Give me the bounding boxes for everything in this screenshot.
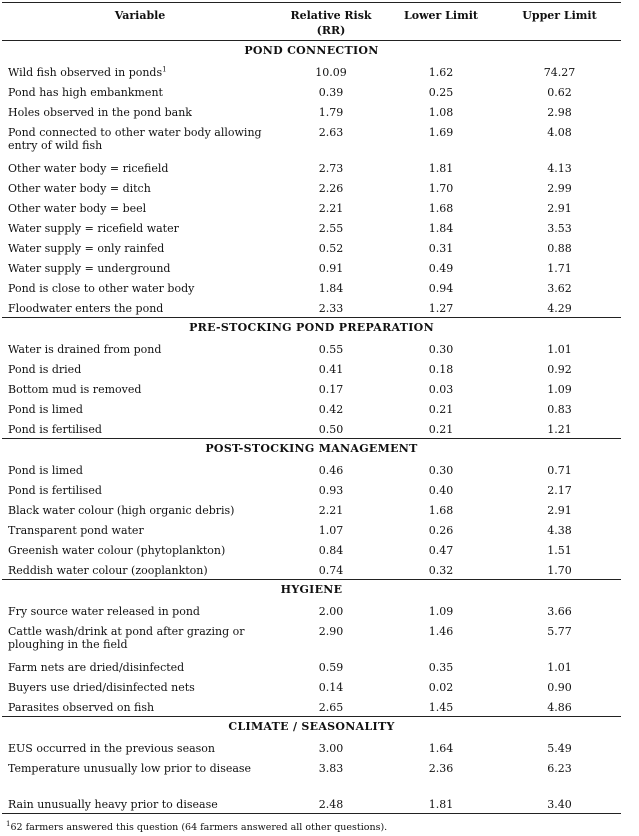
variable-label: Water is drained from pond [8,342,162,356]
upper-limit-cell: 0.92 [547,362,572,376]
variable-label: Black water colour (high organic debris) [8,503,235,517]
variable-label: Bottom mud is removed [8,382,142,396]
variable-label: Holes observed in the pond bank [8,105,192,119]
lower-limit-cell: 0.49 [428,261,454,275]
variable-label: Transparent pond water [8,523,144,537]
variable-label: Pond is fertilised [8,422,102,436]
relative-risk-cell: 0.55 [318,342,344,356]
relative-risk-cell: 2.90 [318,624,344,638]
header-rr-line1: Relative Risk [290,9,372,22]
relative-risk-cell: 2.21 [318,503,344,517]
section-title: HYGIENE [2,580,621,601]
table-row [2,500,621,520]
lower-limit-cell: 0.40 [428,483,454,497]
relative-risk-cell: 0.14 [318,680,344,694]
relative-risk-cell: 2.21 [318,201,344,215]
table-row [2,540,621,560]
variable-cell [2,122,278,158]
relative-risk-cell: 0.52 [318,241,344,255]
variable-label: Temperature unusually low prior to disease [8,761,252,775]
lower-limit-cell: 0.21 [428,402,454,416]
relative-risk-cell: 2.73 [318,161,344,175]
variable-label: Reddish water colour (zooplankton) [8,563,208,577]
upper-limit-cell: 1.21 [547,422,572,436]
table-row [2,460,621,480]
variable-label: Parasites observed on fish [8,700,155,714]
section-header-row [2,580,621,601]
variable-cell [2,794,278,814]
header-rr-line2: (RR) [316,24,346,37]
relative-risk-cell: 2.00 [318,604,344,618]
variable-label: EUS occurred in the previous season [8,741,215,755]
variable-cell [2,560,278,580]
variable-label: Wild fish observed in ponds [8,65,163,79]
variable-label: Floodwater enters the pond [8,301,164,315]
table-row [2,122,621,158]
table-body [2,41,621,814]
relative-risk-cell: 0.41 [318,362,344,376]
lower-limit-cell: 1.84 [428,221,454,235]
lower-limit-cell: 0.47 [428,543,454,557]
upper-limit-cell: 6.23 [547,761,572,775]
upper-limit-cell: 3.40 [498,794,621,814]
lower-limit-cell: 0.32 [428,563,454,577]
upper-limit-cell: 1.01 [547,342,572,356]
variable-label: Cattle wash/drink at pond after grazing or ploughing in the field [8,624,245,651]
variable-cell [2,339,278,359]
table-row [2,601,621,621]
variable-cell [2,298,278,318]
upper-limit-cell: 1.70 [547,563,572,577]
relative-risk-cell: 2.33 [318,301,344,315]
relative-risk-cell: 2.65 [318,700,344,714]
lower-limit-cell: 0.18 [428,362,454,376]
variable-label: Fry source water released in pond [8,604,200,618]
section-header-row [2,318,621,339]
variable-cell [2,621,278,657]
table-row [2,560,621,580]
variable-label: Pond is fertilised [8,483,102,497]
header-relative-risk [278,3,384,41]
table-row [2,238,621,258]
variable-cell [2,158,278,178]
relative-risk-cell: 0.91 [318,261,344,275]
variable-label: Greenish water colour (phytoplankton) [8,543,226,557]
table-row [2,258,621,278]
lower-limit-cell: 1.64 [428,741,454,755]
upper-limit-cell: 2.99 [547,181,572,195]
upper-limit-cell: 2.91 [547,201,572,215]
relative-risk-cell: 0.39 [318,85,344,99]
lower-limit-cell: 0.21 [428,422,454,436]
table-row [2,82,621,102]
footnote-marker: 1 [6,819,11,828]
section-header-row [2,717,621,738]
variable-cell [2,460,278,480]
lower-limit-cell: 1.62 [428,65,454,79]
lower-limit-cell: 0.26 [428,523,454,537]
relative-risk-cell: 2.63 [318,125,344,139]
upper-limit-cell: 5.77 [547,624,572,638]
variable-cell [2,697,278,717]
upper-limit-cell: 4.08 [547,125,572,139]
variable-cell [2,379,278,399]
table-row [2,339,621,359]
section-title: PRE-STOCKING POND PREPARATION [2,318,621,339]
relative-risk-cell: 0.59 [318,660,344,674]
lower-limit-cell: 1.81 [384,794,498,814]
lower-limit-cell: 0.30 [428,342,454,356]
table-row [2,480,621,500]
table-row [2,758,621,794]
lower-limit-cell: 1.46 [428,624,454,638]
relative-risk-table [2,2,621,814]
lower-limit-cell: 0.31 [428,241,454,255]
relative-risk-cell: 2.55 [318,221,344,235]
relative-risk-cell: 1.79 [318,105,344,119]
variable-label: Other water body = beel [8,201,147,215]
upper-limit-cell: 3.53 [547,221,572,235]
variable-label: Water supply = only rainfed [8,241,165,255]
upper-limit-cell: 0.71 [547,463,572,477]
section-title: POST-STOCKING MANAGEMENT [2,439,621,460]
table-row [2,621,621,657]
relative-risk-cell: 1.84 [318,281,344,295]
variable-label: Buyers use dried/disinfected nets [8,680,195,694]
upper-limit-cell: 2.98 [547,105,572,119]
table-row [2,677,621,697]
header-upper-limit: Upper Limit [498,3,621,41]
table-row [2,738,621,758]
header-lower-limit: Lower Limit [384,3,498,41]
variable-cell [2,758,278,794]
variable-cell [2,500,278,520]
relative-risk-cell: 0.50 [318,422,344,436]
lower-limit-cell: 1.08 [428,105,454,119]
variable-cell [2,657,278,677]
variable-label: Pond is close to other water body [8,281,195,295]
lower-limit-cell: 0.94 [428,281,454,295]
upper-limit-cell: 4.29 [547,301,572,315]
variable-cell [2,218,278,238]
relative-risk-cell: 1.07 [318,523,344,537]
upper-limit-cell: 0.62 [547,85,572,99]
lower-limit-cell: 1.68 [428,201,454,215]
upper-limit-cell: 1.71 [547,261,572,275]
relative-risk-cell: 10.09 [315,65,347,79]
section-header-row [2,439,621,460]
footnote-text: 62 farmers answered this question (64 farmers answered all other questions). [10,822,388,833]
relative-risk-cell: 0.17 [318,382,344,396]
upper-limit-cell: 0.88 [547,241,572,255]
table-row [2,657,621,677]
lower-limit-cell: 1.70 [428,181,454,195]
lower-limit-cell: 1.09 [428,604,454,618]
lower-limit-cell: 0.03 [428,382,454,396]
variable-cell [2,601,278,621]
table-row [2,399,621,419]
lower-limit-cell: 1.68 [428,503,454,517]
upper-limit-cell: 5.49 [547,741,572,755]
upper-limit-cell: 4.13 [547,161,572,175]
variable-label: Water supply = ricefield water [8,221,179,235]
upper-limit-cell: 2.91 [547,503,572,517]
footnote-reference: 1 [162,64,167,73]
table-row [2,158,621,178]
table-row [2,198,621,218]
section-title: POND CONNECTION [244,44,379,57]
upper-limit-cell: 0.90 [547,680,572,694]
relative-risk-cell: 2.48 [278,794,384,814]
variable-label: Pond is limed [8,402,83,416]
lower-limit-cell: 0.30 [428,463,454,477]
variable-label: Pond connected to other water body allowing entry of wild fish [8,125,262,152]
section-title: CLIMATE / SEASONALITY [2,717,621,738]
variable-label: Rain unusually heavy prior to disease [8,797,218,811]
variable-label: Farm nets are dried/disinfected [8,660,185,674]
lower-limit-cell: 0.25 [428,85,454,99]
relative-risk-cell: 0.93 [318,483,344,497]
variable-cell [2,238,278,258]
variable-cell [2,102,278,122]
upper-limit-cell: 4.86 [547,700,572,714]
table-row [2,178,621,198]
variable-label: Other water body = ricefield [8,161,169,175]
table-row [2,794,621,814]
footnote [6,819,388,833]
variable-cell [2,178,278,198]
table-row [2,419,621,439]
table-row [2,520,621,540]
lower-limit-cell: 2.36 [428,761,454,775]
variable-label: Water supply = underground [8,261,171,275]
table-row [2,278,621,298]
variable-cell [2,258,278,278]
upper-limit-cell: 1.09 [547,382,572,396]
upper-limit-cell: 2.17 [547,483,572,497]
table-row [2,62,621,82]
lower-limit-cell: 1.45 [428,700,454,714]
variable-label: Pond is dried [8,362,82,376]
lower-limit-cell: 0.02 [428,680,454,694]
variable-cell [2,419,278,439]
variable-cell [2,520,278,540]
table-row [2,102,621,122]
lower-limit-cell: 1.27 [428,301,454,315]
upper-limit-cell: 3.62 [547,281,572,295]
variable-cell [2,359,278,379]
table-row [2,298,621,318]
lower-limit-cell: 1.69 [428,125,454,139]
table-row [2,359,621,379]
variable-cell [2,480,278,500]
lower-limit-cell: 0.35 [428,660,454,674]
variable-label: Pond has high embankment [8,85,163,99]
table-row [2,379,621,399]
variable-cell [2,198,278,218]
header-variable: Variable [2,3,278,41]
upper-limit-cell: 1.51 [547,543,572,557]
variable-cell [2,278,278,298]
section-header-row [2,41,621,62]
upper-limit-cell: 0.83 [547,402,572,416]
variable-cell [2,738,278,758]
upper-limit-cell: 3.66 [547,604,572,618]
variable-cell [2,62,278,82]
relative-risk-cell: 3.83 [318,761,344,775]
table-header-row [2,3,621,41]
variable-cell [2,540,278,560]
upper-limit-cell: 74.27 [543,65,576,79]
table-row [2,697,621,717]
relative-risk-cell: 0.74 [318,563,344,577]
upper-limit-cell: 1.01 [547,660,572,674]
relative-risk-cell: 0.42 [318,402,344,416]
variable-cell [2,677,278,697]
table-row [2,218,621,238]
variable-cell [2,399,278,419]
upper-limit-cell: 4.38 [547,523,572,537]
relative-risk-cell: 0.46 [318,463,344,477]
variable-label: Other water body = ditch [8,181,151,195]
lower-limit-cell: 1.81 [428,161,454,175]
relative-risk-cell: 2.26 [318,181,344,195]
variable-label: Pond is limed [8,463,83,477]
variable-cell [2,82,278,102]
relative-risk-cell: 0.84 [318,543,344,557]
relative-risk-cell: 3.00 [318,741,344,755]
